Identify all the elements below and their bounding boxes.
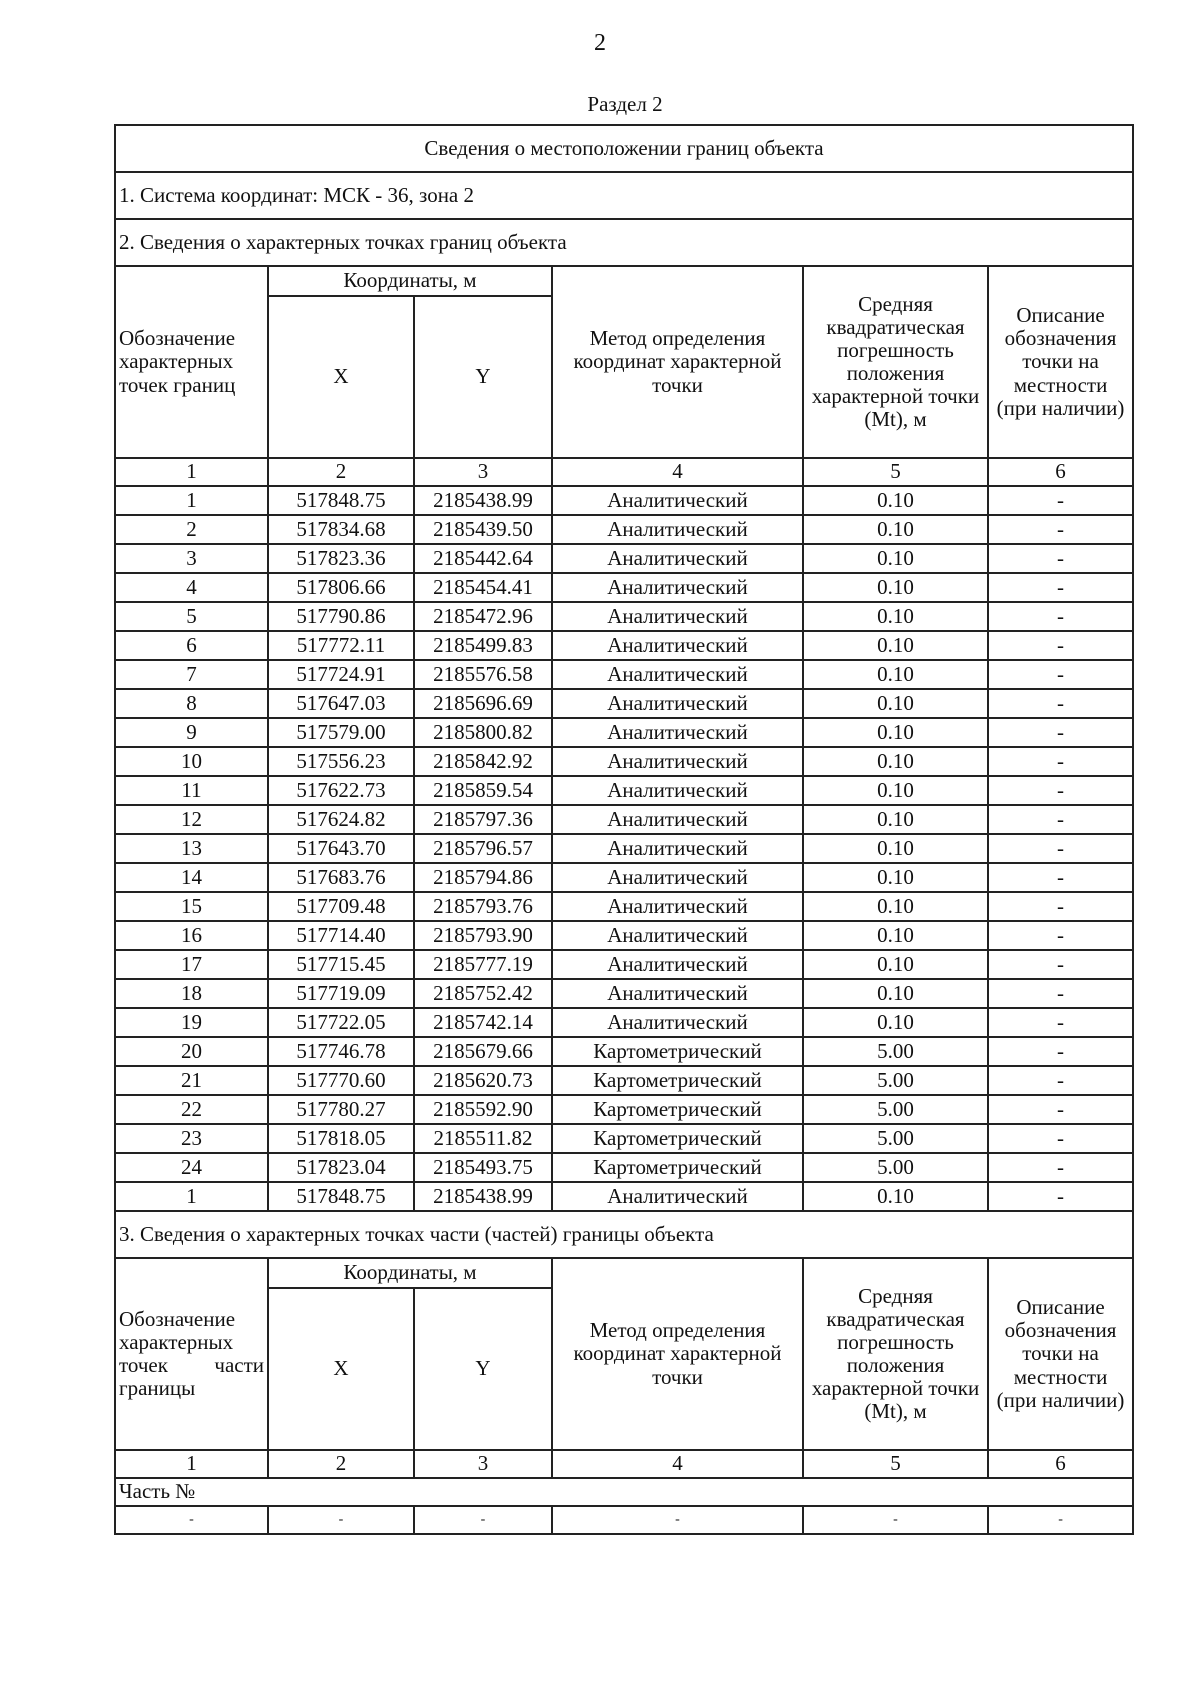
point-method: Аналитический [552, 660, 803, 689]
point-number: 12 [115, 805, 268, 834]
point-accuracy: 0.10 [803, 776, 988, 805]
point-x: 517780.27 [268, 1095, 414, 1124]
point-number: 17 [115, 950, 268, 979]
point-number: 16 [115, 921, 268, 950]
table-row [115, 602, 1133, 631]
point-accuracy: 0.10 [803, 486, 988, 515]
point-x: 517818.05 [268, 1124, 414, 1153]
column-number: 6 [988, 458, 1133, 486]
point-x: 517624.82 [268, 805, 414, 834]
point-method: Картометрический [552, 1095, 803, 1124]
header-description: Описание обозначения точки на местности (при наличии) [988, 266, 1133, 458]
table-row [115, 1153, 1133, 1182]
column-number: 2 [268, 458, 414, 486]
column-number: 1 [115, 1450, 268, 1478]
point-number: 6 [115, 631, 268, 660]
point-description: - [988, 602, 1133, 631]
column-number: 4 [552, 458, 803, 486]
point-accuracy: 0.10 [803, 631, 988, 660]
point-accuracy: 0.10 [803, 602, 988, 631]
point-accuracy: 5.00 [803, 1037, 988, 1066]
point-number: 14 [115, 863, 268, 892]
point-number: 18 [115, 979, 268, 1008]
table-row [115, 544, 1133, 573]
point-accuracy: 0.10 [803, 805, 988, 834]
point-description: - [988, 1066, 1133, 1095]
point-y: 2185511.82 [414, 1124, 552, 1153]
point-method: Аналитический [552, 573, 803, 602]
part-row [115, 1506, 1133, 1534]
point-method: Аналитический [552, 892, 803, 921]
section3-heading: 3. Сведения о характерных точках части (частей) границы объекта [115, 1211, 1133, 1258]
column-number: 2 [268, 1450, 414, 1478]
point-x: 517772.11 [268, 631, 414, 660]
point-description: - [988, 805, 1133, 834]
point-description: - [988, 950, 1133, 979]
column-numbers-row-part [115, 1450, 1133, 1478]
point-x: 517719.09 [268, 979, 414, 1008]
point-description: - [988, 776, 1133, 805]
table-row [115, 1124, 1133, 1153]
part-cell: - [988, 1506, 1133, 1534]
part-cell: - [803, 1506, 988, 1534]
point-x: 517709.48 [268, 892, 414, 921]
point-number: 11 [115, 776, 268, 805]
part-cell: - [115, 1506, 268, 1534]
table-row [115, 979, 1133, 1008]
point-y: 2185454.41 [414, 573, 552, 602]
point-x: 517714.40 [268, 921, 414, 950]
point-y: 2185576.58 [414, 660, 552, 689]
point-accuracy: 0.10 [803, 1182, 988, 1211]
point-x: 517683.76 [268, 863, 414, 892]
point-number: 20 [115, 1037, 268, 1066]
point-accuracy: 5.00 [803, 1095, 988, 1124]
point-description: - [988, 1182, 1133, 1211]
point-y: 2185777.19 [414, 950, 552, 979]
point-y: 2185438.99 [414, 486, 552, 515]
point-method: Аналитический [552, 834, 803, 863]
point-x: 517848.75 [268, 486, 414, 515]
part-label: Часть № [115, 1478, 1133, 1506]
point-method: Аналитический [552, 631, 803, 660]
point-method: Аналитический [552, 689, 803, 718]
point-y: 2185442.64 [414, 544, 552, 573]
table-title: Сведения о местоположении границ объекта [115, 125, 1133, 172]
part-cell: - [268, 1506, 414, 1534]
point-x: 517746.78 [268, 1037, 414, 1066]
point-y: 2185620.73 [414, 1066, 552, 1095]
point-description: - [988, 515, 1133, 544]
point-accuracy: 5.00 [803, 1124, 988, 1153]
point-method: Аналитический [552, 776, 803, 805]
point-x: 517806.66 [268, 573, 414, 602]
point-y: 2185493.75 [414, 1153, 552, 1182]
point-description: - [988, 573, 1133, 602]
point-y: 2185472.96 [414, 602, 552, 631]
point-method: Аналитический [552, 950, 803, 979]
column-number: 1 [115, 458, 268, 486]
column-number: 3 [414, 1450, 552, 1478]
column-numbers-row [115, 458, 1133, 486]
table-row [115, 689, 1133, 718]
table-row [115, 805, 1133, 834]
header-coords-part: Координаты, м [268, 1258, 552, 1288]
point-description: - [988, 631, 1133, 660]
table-row [115, 486, 1133, 515]
point-method: Аналитический [552, 486, 803, 515]
page-number: 2 [594, 30, 606, 56]
point-accuracy: 0.10 [803, 515, 988, 544]
point-accuracy: 0.10 [803, 747, 988, 776]
table-row [115, 776, 1133, 805]
header-x: X [268, 296, 414, 458]
point-y: 2185679.66 [414, 1037, 552, 1066]
point-number: 19 [115, 1008, 268, 1037]
point-number: 24 [115, 1153, 268, 1182]
point-number: 10 [115, 747, 268, 776]
table-row [115, 1037, 1133, 1066]
point-method: Картометрический [552, 1124, 803, 1153]
header-y: Y [414, 296, 552, 458]
table-row [115, 747, 1133, 776]
column-number: 6 [988, 1450, 1133, 1478]
table-row [115, 1008, 1133, 1037]
point-description: - [988, 863, 1133, 892]
point-description: - [988, 486, 1133, 515]
point-method: Аналитический [552, 544, 803, 573]
point-accuracy: 0.10 [803, 892, 988, 921]
section-title: Раздел 2 [587, 92, 663, 116]
point-number: 7 [115, 660, 268, 689]
point-x: 517770.60 [268, 1066, 414, 1095]
point-method: Аналитический [552, 805, 803, 834]
point-x: 517823.36 [268, 544, 414, 573]
header-accuracy-part: Средняя квадратическая погрешность положения характерной точки (Mt), м [803, 1258, 988, 1450]
point-accuracy: 5.00 [803, 1153, 988, 1182]
point-number: 4 [115, 573, 268, 602]
table-row [115, 631, 1133, 660]
section2-heading: 2. Сведения о характерных точках границ объекта [115, 219, 1133, 266]
point-y: 2185797.36 [414, 805, 552, 834]
point-y: 2185439.50 [414, 515, 552, 544]
point-number: 9 [115, 718, 268, 747]
header-x-part: X [268, 1288, 414, 1450]
header-method-part: Метод определения координат характерной точки [552, 1258, 803, 1450]
table-row [115, 515, 1133, 544]
point-accuracy: 0.10 [803, 544, 988, 573]
point-y: 2185696.69 [414, 689, 552, 718]
point-number: 1 [115, 486, 268, 515]
point-x: 517790.86 [268, 602, 414, 631]
point-method: Аналитический [552, 979, 803, 1008]
header-coords: Координаты, м [268, 266, 552, 296]
point-y: 2185742.14 [414, 1008, 552, 1037]
column-number: 4 [552, 1450, 803, 1478]
point-x: 517647.03 [268, 689, 414, 718]
point-method: Картометрический [552, 1037, 803, 1066]
point-number: 8 [115, 689, 268, 718]
point-x: 517823.04 [268, 1153, 414, 1182]
point-method: Аналитический [552, 921, 803, 950]
header-y-part: Y [414, 1288, 552, 1450]
point-method: Аналитический [552, 1182, 803, 1211]
point-description: - [988, 892, 1133, 921]
point-y: 2185793.76 [414, 892, 552, 921]
point-description: - [988, 979, 1133, 1008]
point-description: - [988, 718, 1133, 747]
point-y: 2185752.42 [414, 979, 552, 1008]
point-description: - [988, 834, 1133, 863]
point-y: 2185794.86 [414, 863, 552, 892]
point-description: - [988, 544, 1133, 573]
point-method: Аналитический [552, 718, 803, 747]
header-description-part: Описание обозначения точки на местности (при наличии) [988, 1258, 1133, 1450]
header-designation-part: Обозначение характерных точек части границы [115, 1258, 268, 1450]
table-row [115, 718, 1133, 747]
point-y: 2185793.90 [414, 921, 552, 950]
point-description: - [988, 1008, 1133, 1037]
part-cell: - [552, 1506, 803, 1534]
point-description: - [988, 689, 1133, 718]
boundary-table [114, 124, 1134, 1535]
point-x: 517834.68 [268, 515, 414, 544]
point-method: Аналитический [552, 515, 803, 544]
point-description: - [988, 1095, 1133, 1124]
point-x: 517643.70 [268, 834, 414, 863]
point-number: 2 [115, 515, 268, 544]
table-row [115, 892, 1133, 921]
point-accuracy: 5.00 [803, 1066, 988, 1095]
header-method: Метод определения координат характерной точки [552, 266, 803, 458]
point-description: - [988, 921, 1133, 950]
point-accuracy: 0.10 [803, 863, 988, 892]
point-y: 2185796.57 [414, 834, 552, 863]
point-accuracy: 0.10 [803, 950, 988, 979]
point-description: - [988, 747, 1133, 776]
coord-system: 1. Система координат: МСК - 36, зона 2 [115, 172, 1133, 219]
point-x: 517579.00 [268, 718, 414, 747]
point-number: 22 [115, 1095, 268, 1124]
header-accuracy: Средняя квадратическая погрешность положения характерной точки (Mt), м [803, 266, 988, 458]
point-description: - [988, 1153, 1133, 1182]
table-row [115, 660, 1133, 689]
table-row [115, 863, 1133, 892]
point-y: 2185859.54 [414, 776, 552, 805]
point-number: 13 [115, 834, 268, 863]
point-y: 2185438.99 [414, 1182, 552, 1211]
point-accuracy: 0.10 [803, 718, 988, 747]
point-accuracy: 0.10 [803, 921, 988, 950]
point-method: Аналитический [552, 863, 803, 892]
point-method: Аналитический [552, 747, 803, 776]
point-method: Аналитический [552, 602, 803, 631]
table-row [115, 1182, 1133, 1211]
point-y: 2185800.82 [414, 718, 552, 747]
point-number: 1 [115, 1182, 268, 1211]
point-x: 517556.23 [268, 747, 414, 776]
point-description: - [988, 1037, 1133, 1066]
table-row [115, 1095, 1133, 1124]
point-accuracy: 0.10 [803, 660, 988, 689]
point-number: 21 [115, 1066, 268, 1095]
point-x: 517722.05 [268, 1008, 414, 1037]
point-number: 15 [115, 892, 268, 921]
point-accuracy: 0.10 [803, 573, 988, 602]
table-row [115, 573, 1133, 602]
table-row [115, 950, 1133, 979]
point-x: 517715.45 [268, 950, 414, 979]
table-row [115, 921, 1133, 950]
point-y: 2185592.90 [414, 1095, 552, 1124]
point-method: Картометрический [552, 1153, 803, 1182]
column-number: 3 [414, 458, 552, 486]
point-number: 23 [115, 1124, 268, 1153]
point-y: 2185842.92 [414, 747, 552, 776]
point-y: 2185499.83 [414, 631, 552, 660]
point-x: 517724.91 [268, 660, 414, 689]
table-row [115, 834, 1133, 863]
point-number: 5 [115, 602, 268, 631]
header-designation: Обозначение характерных точек границ [115, 266, 268, 458]
point-method: Аналитический [552, 1008, 803, 1037]
point-description: - [988, 1124, 1133, 1153]
point-method: Картометрический [552, 1066, 803, 1095]
part-cell: - [414, 1506, 552, 1534]
column-number: 5 [803, 1450, 988, 1478]
column-number: 5 [803, 458, 988, 486]
point-accuracy: 0.10 [803, 689, 988, 718]
point-number: 3 [115, 544, 268, 573]
point-accuracy: 0.10 [803, 979, 988, 1008]
point-accuracy: 0.10 [803, 834, 988, 863]
point-x: 517848.75 [268, 1182, 414, 1211]
point-x: 517622.73 [268, 776, 414, 805]
table-row [115, 1066, 1133, 1095]
point-description: - [988, 660, 1133, 689]
point-accuracy: 0.10 [803, 1008, 988, 1037]
